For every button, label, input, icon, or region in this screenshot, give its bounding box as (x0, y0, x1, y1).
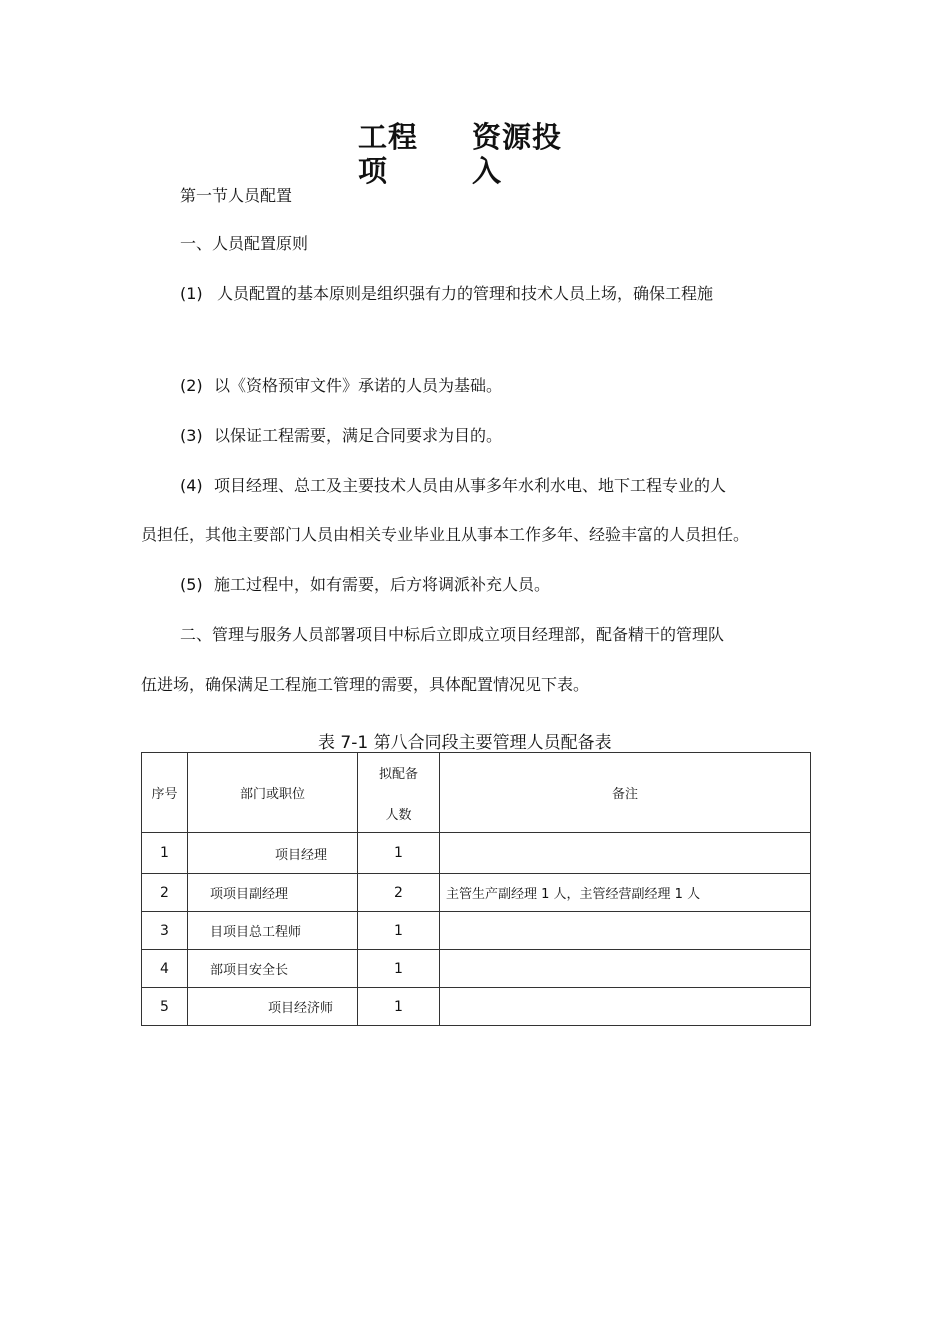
principle-text-continued: 员担任，其他主要部门人员由相关专业毕业且从事本工作多年、经验丰富的人员担任。 (141, 525, 750, 544)
staffing-table (141, 752, 811, 1026)
table-row (142, 833, 811, 874)
principle-number: (5) (180, 575, 203, 594)
cell-dept: 项目经理 (188, 833, 358, 874)
cell-seq: 1 (142, 833, 188, 874)
principle-number: (3) (180, 426, 203, 445)
cell-note (440, 912, 811, 950)
cell-count: 1 (358, 950, 440, 988)
section-heading: 第一节人员配置 (180, 186, 293, 205)
subsection-paragraph-line: 二、管理与服务人员部署项目中标后立即成立项目经理部，配备精干的管理队 (180, 625, 725, 644)
principle-number: (2) (180, 376, 203, 395)
cell-seq: 4 (142, 950, 188, 988)
table-row (142, 874, 811, 912)
cell-note (440, 988, 811, 1026)
title-part-2: 资源投 (472, 120, 563, 154)
principle-text: 以保证工程需要，满足合同要求为目的。 (214, 426, 503, 445)
table-caption: 表 7-1 第八合同段主要管理人员配备表 (318, 733, 612, 753)
principle-text: 以《资格预审文件》承诺的人员为基础。 (214, 376, 503, 395)
principle-text: 项目经理、总工及主要技术人员由从事多年水利水电、地下工程专业的人 (214, 476, 727, 495)
subsection-paragraph-line: 伍进场，确保满足工程施工管理的需要，具体配置情况见下表。 (141, 675, 590, 694)
cell-count: 1 (358, 988, 440, 1026)
cell-seq: 3 (142, 912, 188, 950)
cell-dept: 部项目安全长 (188, 950, 358, 988)
cell-dept: 项项目副经理 (188, 874, 358, 912)
header-note: 备注 (440, 753, 811, 833)
principle-number: (1) (180, 284, 203, 303)
cell-seq: 2 (142, 874, 188, 912)
title-part-1: 工程 (358, 120, 419, 154)
cell-count: 1 (358, 833, 440, 874)
subsection-heading-1: 一、人员配置原则 (180, 234, 309, 253)
principle-number: (4) (180, 476, 203, 495)
cell-count: 1 (358, 912, 440, 950)
header-count (358, 753, 440, 833)
header-dept: 部门或职位 (188, 753, 358, 833)
cell-note: 主管生产副经理 1 人，主管经营副经理 1 人 (440, 874, 811, 912)
cell-count: 2 (358, 874, 440, 912)
table-row (142, 912, 811, 950)
table-header-row (142, 753, 811, 833)
cell-note (440, 950, 811, 988)
title-part-4: 入 (472, 154, 503, 188)
cell-note (440, 833, 811, 874)
title-part-3: 项 (358, 154, 389, 188)
table-row (142, 988, 811, 1026)
principle-text: 施工过程中，如有需要，后方将调派补充人员。 (214, 575, 551, 594)
table-row (142, 950, 811, 988)
cell-dept: 项目经济师 (188, 988, 358, 1026)
cell-dept: 目项目总工程师 (188, 912, 358, 950)
header-count-line1: 拟配备 (378, 766, 418, 782)
cell-seq: 5 (142, 988, 188, 1026)
header-count-line2: 人数 (385, 807, 412, 823)
header-seq: 序号 (142, 753, 188, 833)
principle-text: 人员配置的基本原则是组织强有力的管理和技术人员上场，确保工程施 (217, 284, 714, 303)
